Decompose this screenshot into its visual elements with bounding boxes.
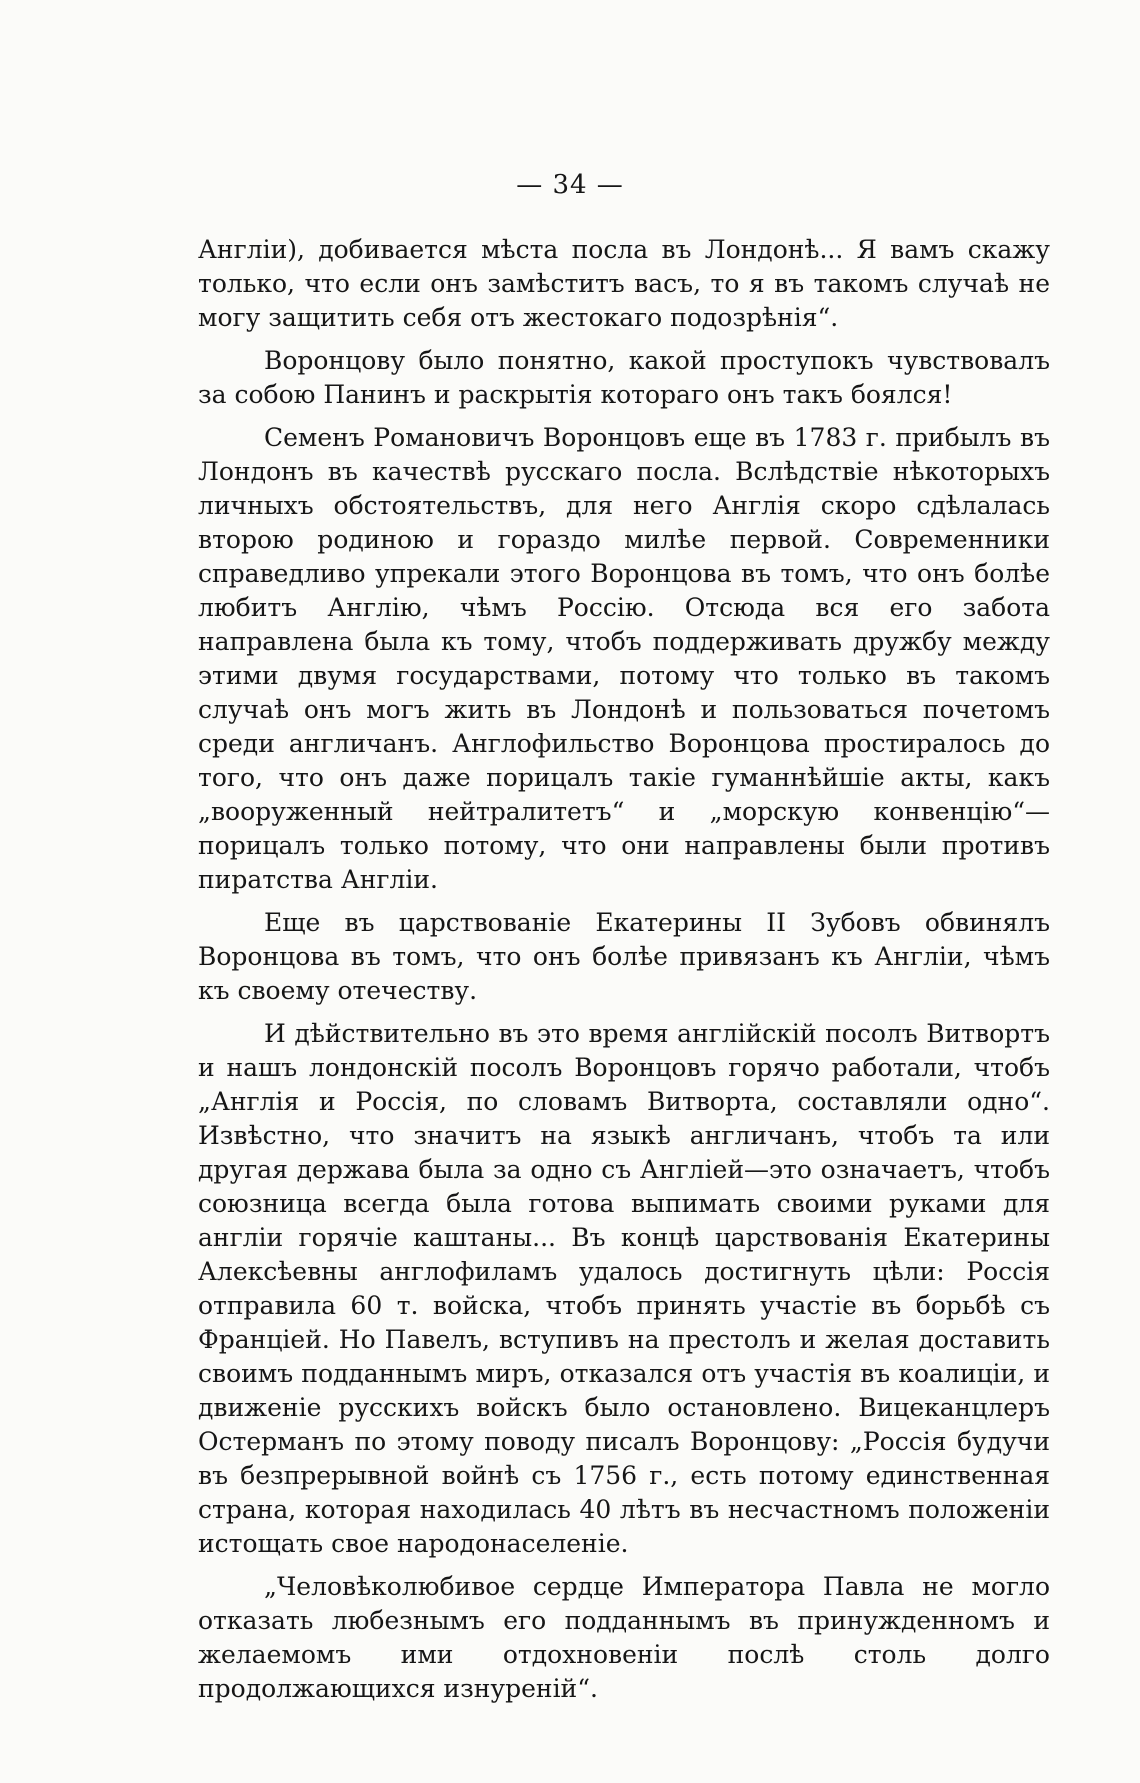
paragraph: Еще въ царствованіе Екатерины II Зубовъ обвинялъ Воронцова въ томъ, что онъ болѣе привязанъ къ Англіи, чѣмъ къ своему отечеству.: [198, 908, 1050, 1005]
page-number: — 34 —: [516, 170, 624, 200]
body-text: [198, 233, 1050, 1715]
paragraph: „Человѣколюбивое сердце Императора Павла не могло отказать любезнымъ его подданнымъ въ принужденномъ и желаемомъ ими отдохновеніи послѣ столь долго продолжающихся изнуреній“.: [198, 1572, 1050, 1703]
paragraph: И дѣйствительно въ это время англійскій посолъ Витвортъ и нашъ лондонскій посолъ Воронцовъ горячо работали, чтобъ „Англія и Россія, по словамъ Витворта, составляли одно“. Извѣстно, что значитъ на языкѣ англичанъ, чтобъ та или другая держава была за одно съ Англіей—это означаетъ, чтобъ союзница всегда была готова выпимать своими руками для англіи горячіе каштаны... Въ концѣ царствованія Екатерины Алексѣевны англофиламъ удалось достигнуть цѣли: Россія отправила 60 т. войска, чтобъ принять участіе въ борьбѣ съ Франціей. Но Павелъ, вступивъ на престолъ и желая доставить своимъ подданнымъ миръ, отказался отъ участія въ коалиціи, и движеніе русскихъ войскъ было остановлено. Вицеканцлеръ Остерманъ по этому поводу писалъ Воронцову: „Россія будучи въ безпрерывной войнѣ съ 1756 г., есть потому единственная страна, которая находилась 40 лѣтъ въ несчастномъ положеніи истощать свое народонаселеніе.: [198, 1019, 1050, 1558]
paragraph: Воронцову было понятно, какой проступокъ чувствовалъ за собою Панинъ и раскрытія котораго онъ такъ боялся!: [198, 346, 1050, 409]
paragraph-continuation: Англіи), добивается мѣста посла въ Лондонѣ... Я вамъ скажу только, что если онъ замѣститъ васъ, то я въ такомъ случаѣ не могу защитить себя отъ жестокаго подозрѣнія“.: [198, 235, 1050, 332]
paragraph: Семенъ Романовичъ Воронцовъ еще въ 1783 г. прибылъ въ Лондонъ въ качествѣ русскаго посла. Вслѣдствіе нѣкоторыхъ личныхъ обстоятельствъ, для него Англія скоро сдѣлалась второю родиною и гораздо милѣе первой. Современники справедливо упрекали этого Воронцова въ томъ, что онъ болѣе любитъ Англію, чѣмъ Россію. Отсюда вся его забота направлена была къ тому, чтобъ поддерживать дружбу между этими двумя государствами, потому что только въ такомъ случаѣ онъ могъ жить въ Лондонѣ и пользоваться почетомъ среди англичанъ. Англофильство Воронцова простиралось до того, что онъ даже порицалъ такіе гуманнѣйшіе акты, какъ „вооруженный нейтралитетъ“ и „морскую конвенцію“— порицалъ только потому, что они направлены были противъ пиратства Англіи.: [198, 423, 1050, 894]
